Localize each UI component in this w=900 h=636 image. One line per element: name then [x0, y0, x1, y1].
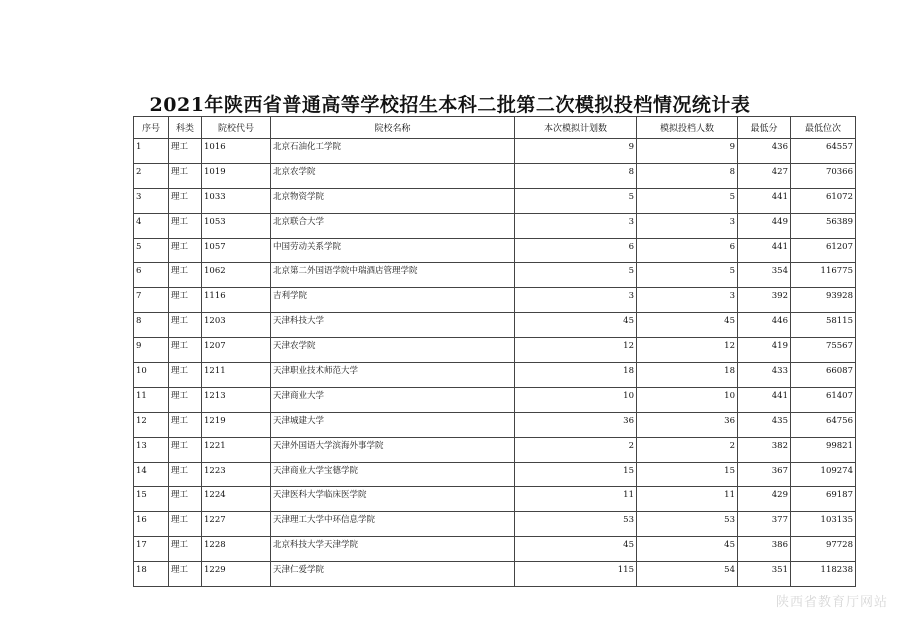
table-row — [134, 462, 856, 487]
cell-code: 1221 — [202, 437, 271, 462]
cell-category: 理工 — [169, 487, 202, 512]
cell-min-rank: 70366 — [791, 163, 856, 188]
cell-code: 1116 — [202, 288, 271, 313]
table-row — [134, 188, 856, 213]
cell-plan: 15 — [515, 462, 637, 487]
cell-count: 3 — [637, 213, 738, 238]
cell-code: 1053 — [202, 213, 271, 238]
cell-idx: 2 — [134, 163, 169, 188]
cell-min-score: 392 — [738, 288, 791, 313]
cell-min-rank: 75567 — [791, 338, 856, 363]
cell-plan: 3 — [515, 288, 637, 313]
cell-plan: 12 — [515, 338, 637, 363]
cell-idx: 10 — [134, 363, 169, 388]
cell-name: 天津理工大学中环信息学院 — [271, 512, 515, 537]
cell-idx: 14 — [134, 462, 169, 487]
cell-category: 理工 — [169, 512, 202, 537]
cell-count: 12 — [637, 338, 738, 363]
cell-category: 理工 — [169, 139, 202, 164]
cell-count: 2 — [637, 437, 738, 462]
cell-code: 1228 — [202, 537, 271, 562]
cell-code: 1227 — [202, 512, 271, 537]
table-row — [134, 213, 856, 238]
cell-min-score: 351 — [738, 562, 791, 587]
cell-min-score: 427 — [738, 163, 791, 188]
cell-category: 理工 — [169, 188, 202, 213]
cell-code: 1213 — [202, 387, 271, 412]
table-row — [134, 263, 856, 288]
cell-min-rank: 118238 — [791, 562, 856, 587]
table-row — [134, 437, 856, 462]
cell-plan: 3 — [515, 213, 637, 238]
cell-category: 理工 — [169, 363, 202, 388]
cell-name: 天津商业大学宝德学院 — [271, 462, 515, 487]
table-row — [134, 537, 856, 562]
header-min-rank: 最低位次 — [791, 117, 856, 139]
cell-code: 1016 — [202, 139, 271, 164]
cell-category: 理工 — [169, 288, 202, 313]
cell-name: 天津城建大学 — [271, 412, 515, 437]
cell-count: 9 — [637, 139, 738, 164]
cell-count: 53 — [637, 512, 738, 537]
cell-min-rank: 69187 — [791, 487, 856, 512]
cell-min-score: 419 — [738, 338, 791, 363]
cell-count: 10 — [637, 387, 738, 412]
cell-code: 1057 — [202, 238, 271, 263]
cell-name: 天津外国语大学滨海外事学院 — [271, 437, 515, 462]
cell-count: 54 — [637, 562, 738, 587]
cell-category: 理工 — [169, 238, 202, 263]
cell-min-rank: 61072 — [791, 188, 856, 213]
cell-name: 北京物资学院 — [271, 188, 515, 213]
cell-min-score: 429 — [738, 487, 791, 512]
cell-name: 天津科技大学 — [271, 313, 515, 338]
cell-idx: 9 — [134, 338, 169, 363]
cell-plan: 45 — [515, 313, 637, 338]
cell-count: 5 — [637, 188, 738, 213]
cell-min-rank: 61407 — [791, 387, 856, 412]
cell-idx: 15 — [134, 487, 169, 512]
table-row — [134, 363, 856, 388]
cell-min-rank: 93928 — [791, 288, 856, 313]
header-idx: 序号 — [134, 117, 169, 139]
cell-min-score: 377 — [738, 512, 791, 537]
cell-name: 北京农学院 — [271, 163, 515, 188]
cell-min-score: 435 — [738, 412, 791, 437]
cell-min-rank: 61207 — [791, 238, 856, 263]
header-min-score: 最低分 — [738, 117, 791, 139]
cell-plan: 36 — [515, 412, 637, 437]
cell-count: 6 — [637, 238, 738, 263]
cell-min-score: 449 — [738, 213, 791, 238]
cell-plan: 2 — [515, 437, 637, 462]
cell-name: 北京石油化工学院 — [271, 139, 515, 164]
cell-count: 3 — [637, 288, 738, 313]
cell-idx: 4 — [134, 213, 169, 238]
cell-plan: 8 — [515, 163, 637, 188]
header-code: 院校代号 — [202, 117, 271, 139]
cell-min-score: 441 — [738, 238, 791, 263]
cell-min-score: 446 — [738, 313, 791, 338]
table-header-row — [134, 117, 856, 139]
cell-code: 1033 — [202, 188, 271, 213]
cell-category: 理工 — [169, 462, 202, 487]
cell-plan: 11 — [515, 487, 637, 512]
cell-category: 理工 — [169, 412, 202, 437]
site-watermark: 陕西省教育厅网站 — [775, 595, 888, 610]
cell-category: 理工 — [169, 387, 202, 412]
cell-count: 8 — [637, 163, 738, 188]
cell-category: 理工 — [169, 537, 202, 562]
cell-plan: 53 — [515, 512, 637, 537]
cell-min-score: 441 — [738, 188, 791, 213]
cell-plan: 115 — [515, 562, 637, 587]
cell-category: 理工 — [169, 562, 202, 587]
cell-min-score: 441 — [738, 387, 791, 412]
cell-category: 理工 — [169, 263, 202, 288]
cell-min-rank: 103135 — [791, 512, 856, 537]
cell-idx: 17 — [134, 537, 169, 562]
cell-min-rank: 99821 — [791, 437, 856, 462]
cell-idx: 18 — [134, 562, 169, 587]
cell-idx: 11 — [134, 387, 169, 412]
cell-plan: 45 — [515, 537, 637, 562]
cell-count: 45 — [637, 313, 738, 338]
cell-min-rank: 97728 — [791, 537, 856, 562]
cell-name: 吉利学院 — [271, 288, 515, 313]
cell-min-rank: 66087 — [791, 363, 856, 388]
cell-min-rank: 64557 — [791, 139, 856, 164]
cell-min-score: 354 — [738, 263, 791, 288]
table-row — [134, 313, 856, 338]
cell-category: 理工 — [169, 163, 202, 188]
cell-code: 1219 — [202, 412, 271, 437]
cell-code: 1207 — [202, 338, 271, 363]
cell-plan: 10 — [515, 387, 637, 412]
cell-plan: 6 — [515, 238, 637, 263]
cell-category: 理工 — [169, 213, 202, 238]
cell-min-rank: 56389 — [791, 213, 856, 238]
cell-name: 天津农学院 — [271, 338, 515, 363]
table-body — [134, 139, 856, 587]
cell-idx: 8 — [134, 313, 169, 338]
cell-plan: 18 — [515, 363, 637, 388]
cell-idx: 13 — [134, 437, 169, 462]
cell-name: 北京联合大学 — [271, 213, 515, 238]
cell-name: 天津仁爱学院 — [271, 562, 515, 587]
table-row — [134, 562, 856, 587]
cell-code: 1019 — [202, 163, 271, 188]
table-row — [134, 163, 856, 188]
cell-count: 36 — [637, 412, 738, 437]
cell-category: 理工 — [169, 313, 202, 338]
cell-name: 天津商业大学 — [271, 387, 515, 412]
cell-idx: 1 — [134, 139, 169, 164]
cell-category: 理工 — [169, 437, 202, 462]
cell-idx: 6 — [134, 263, 169, 288]
table-row — [134, 288, 856, 313]
cell-code: 1224 — [202, 487, 271, 512]
cell-idx: 3 — [134, 188, 169, 213]
cell-count: 11 — [637, 487, 738, 512]
header-name: 院校名称 — [271, 117, 515, 139]
table-row — [134, 412, 856, 437]
cell-plan: 5 — [515, 263, 637, 288]
cell-code: 1211 — [202, 363, 271, 388]
table-row — [134, 512, 856, 537]
cell-idx: 5 — [134, 238, 169, 263]
cell-idx: 7 — [134, 288, 169, 313]
header-category: 科类 — [169, 117, 202, 139]
cell-min-score: 436 — [738, 139, 791, 164]
cell-name: 北京科技大学天津学院 — [271, 537, 515, 562]
admission-stats-table — [133, 116, 856, 587]
document-title: 2021年陕西省普通高等学校招生本科二批第二次模拟投档情况统计表 — [149, 94, 751, 116]
cell-name: 天津职业技术师范大学 — [271, 363, 515, 388]
cell-code: 1223 — [202, 462, 271, 487]
cell-code: 1203 — [202, 313, 271, 338]
header-plan: 本次模拟计划数 — [515, 117, 637, 139]
cell-name: 中国劳动关系学院 — [271, 238, 515, 263]
cell-min-score: 367 — [738, 462, 791, 487]
cell-min-rank: 58115 — [791, 313, 856, 338]
cell-min-rank: 116775 — [791, 263, 856, 288]
cell-min-score: 433 — [738, 363, 791, 388]
cell-count: 15 — [637, 462, 738, 487]
cell-min-score: 382 — [738, 437, 791, 462]
cell-count: 45 — [637, 537, 738, 562]
cell-idx: 12 — [134, 412, 169, 437]
cell-code: 1229 — [202, 562, 271, 587]
header-count: 模拟投档人数 — [637, 117, 738, 139]
cell-count: 18 — [637, 363, 738, 388]
cell-code: 1062 — [202, 263, 271, 288]
cell-name: 天津医科大学临床医学院 — [271, 487, 515, 512]
cell-idx: 16 — [134, 512, 169, 537]
table-row — [134, 238, 856, 263]
cell-count: 5 — [637, 263, 738, 288]
cell-name: 北京第二外国语学院中瑞酒店管理学院 — [271, 263, 515, 288]
cell-plan: 9 — [515, 139, 637, 164]
cell-min-rank: 64756 — [791, 412, 856, 437]
cell-category: 理工 — [169, 338, 202, 363]
table-row — [134, 487, 856, 512]
cell-min-score: 386 — [738, 537, 791, 562]
cell-plan: 5 — [515, 188, 637, 213]
table-row — [134, 387, 856, 412]
table-row — [134, 139, 856, 164]
table-row — [134, 338, 856, 363]
cell-min-rank: 109274 — [791, 462, 856, 487]
